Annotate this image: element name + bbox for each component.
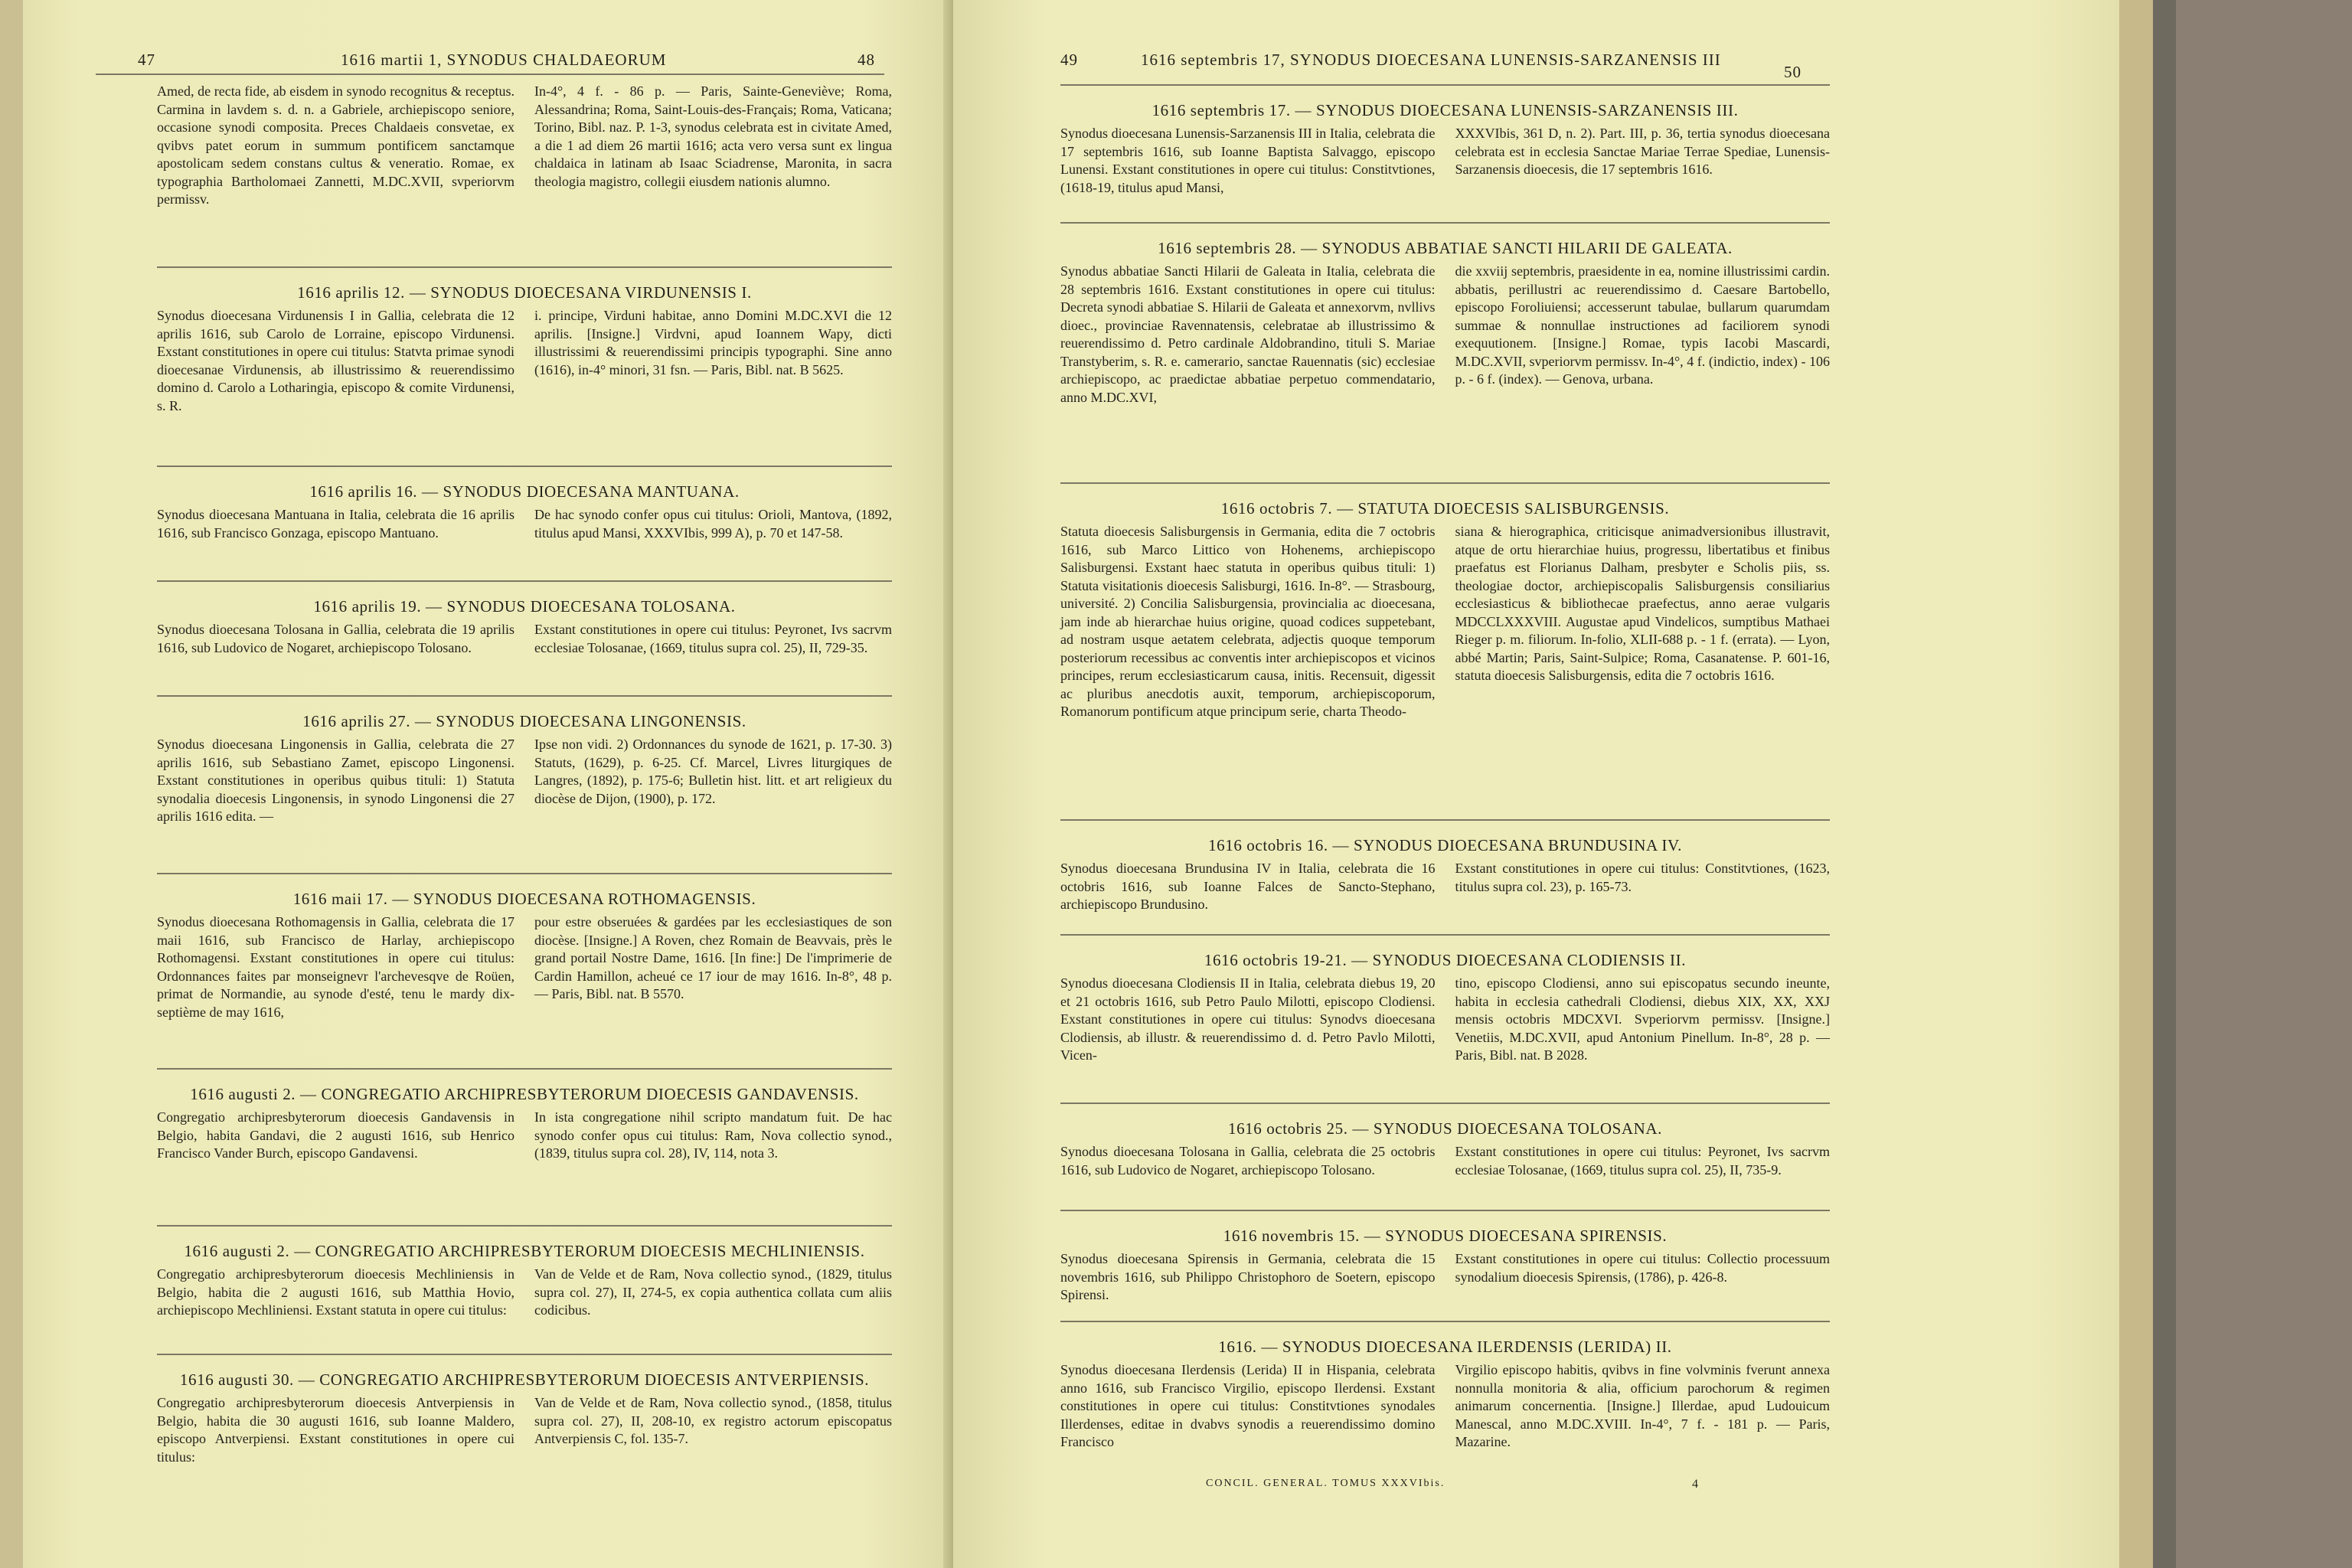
entry bbox=[157, 873, 892, 1021]
entry-col1 bbox=[157, 736, 514, 826]
entry-title: 1616 augusti 2. — CONGREGATIO ARCHIPRESBYTERORUM DIOECESIS GANDAVENSIS. bbox=[190, 1085, 859, 1103]
entry-col2 bbox=[1455, 975, 1831, 1065]
entry-col2 bbox=[1455, 263, 1831, 407]
entry bbox=[157, 266, 892, 415]
entry-title: 1616 novembris 15. — SYNODUS DIOECESANA SPIRENSIS. bbox=[1223, 1227, 1668, 1245]
entry-col1 bbox=[1060, 1143, 1436, 1179]
entry-col1 bbox=[157, 1266, 514, 1320]
entry-text: Congregatio archipresbyterorum dioecesis Antverpiensis in Belgio, habita die 30 augusti 1616, sub Ioanne Maldero, episcopo Antverpiensi. Exstant constitutiones in opere cui titulus: bbox=[157, 1395, 514, 1465]
entry bbox=[1060, 1210, 1830, 1305]
running-title-right: 1616 septembris 17, SYNODUS DIOECESANA LUNENSIS-SARZANENSIS III bbox=[1141, 51, 1721, 69]
entry-text: Synodus dioecesana Lunensis-Sarzanensis III in Italia, celebrata die 17 septembris 1616, sub Ioanne Baptista Salvaggo, episcopo Lunensi. Exstant constitutiones in opere cui titulus: Constitvtiones, (1618-19, titulus apud Mansi, bbox=[1060, 126, 1436, 195]
entry-columns bbox=[157, 736, 892, 826]
footer-sheet-number: 4 bbox=[1692, 1478, 1700, 1491]
entry-col2 bbox=[1455, 1361, 1831, 1452]
entry-columns bbox=[157, 83, 892, 209]
entry-rule bbox=[157, 1354, 892, 1355]
entry-col2 bbox=[1455, 125, 1831, 197]
entry-rule bbox=[157, 1068, 892, 1070]
entry bbox=[1060, 934, 1830, 1065]
entry-text: Synodus dioecesana Clodiensis II in Italia, celebrata diebus 19, 20 et 21 octobris 1616, sub Petro Paulo Milotti, episcopo Clodiensi. Exstant constitutiones in opere cui titulus: Synodvs dioecesana Clodiensis, ab illustr. & reuerendissimo d. d. Petro Pavlo Milotti, Vicen- bbox=[1060, 975, 1436, 1063]
entry-title: 1616 aprilis 16. — SYNODUS DIOECESANA MANTUANA. bbox=[309, 482, 740, 501]
entry-columns bbox=[1060, 1361, 1830, 1452]
page-number-49: 49 bbox=[1060, 51, 1078, 69]
entry-text: Congregatio archipresbyterorum dioecesis Gandavensis in Belgio, habita Gandavi, die 2 augusti 1616, sub Henrico Francisco Vander Burch, episcopo Gandavensi. bbox=[157, 1109, 514, 1161]
entry-text: In-4°, 4 f. - 86 p. — Paris, Sainte-Geneviève; Roma, Alessandrina; Roma, Saint-Louis-des-Français; Roma, Vaticana; Torino, Bibl. naz. P. 1-3, synodus celebrata est in civitate Amed, a die 1 ad diem 26 martii 1616; acta vero versa sunt ex lingua chaldaica in latinam ab Isaac Sciadrense, Maronita, in sacra theologia magistro, collegii eiusdem nationis alumno. bbox=[534, 83, 892, 189]
entry-col1 bbox=[1060, 263, 1436, 407]
entry-text: Virgilio episcopo habitis, qvibvs in fine volvminis fverunt annexa nonnulla monitoria & alia, officium parochorum & regimen animarum concernentia. [Insigne.] Illerdae, apud Ludouicum Manescal, anno M.DC.XVIII. In-4°, 7 f. - 181 p. — Paris, Mazarine. bbox=[1455, 1362, 1830, 1449]
entry-text: De hac synodo confer opus cui titulus: Orioli, Mantova, (1892, titulus apud Mansi, XXXVIbis, 999 A), p. 70 et 147-58. bbox=[534, 507, 892, 541]
entry-col1 bbox=[157, 621, 514, 657]
entry-rule bbox=[157, 580, 892, 582]
right-page bbox=[953, 0, 2119, 1568]
entry-col1 bbox=[1060, 975, 1436, 1065]
entry-rule bbox=[1060, 1102, 1830, 1104]
entry-columns bbox=[157, 1109, 892, 1163]
entry-text: Synodus dioecesana Ilerdensis (Lerida) II in Hispania, celebrata anno 1616, sub Francisco Virgilio, episcopo Ilerdensi. Exstant constitutiones in opere cui titulus: Constitvtiones synodales Illerdenses, editae in dvabvs synodis a reuerendissimo domino Francisco bbox=[1060, 1362, 1436, 1449]
entry-col2 bbox=[534, 736, 892, 826]
entry-text: Synodus abbatiae Sancti Hilarii de Galeata in Italia, celebrata die 28 septembris 1616. Exstant constitutiones in opere cui titulus: Decreta synodi abbatiae S. Hilarii de Galeata et annexorvm, nvllivs dioec., provinciae Ravennatensis, celebratae ab illustrissimo & reuerendissimo d. Petro cardinale Aldobrandino, tituli S. Mariae Transtyberim, s. R. e. camerario, sanctae Rauennatis (sic) ecclesiae archiepiscopo, ac praedictae abbatiae perpetuo commendatario, anno M.DC.XVI, bbox=[1060, 263, 1436, 405]
entry-columns bbox=[1060, 523, 1830, 721]
entry-col2 bbox=[534, 1109, 892, 1163]
entry-col2 bbox=[534, 307, 892, 415]
entry-text: Amed, de recta fide, ab eisdem in synodo recognitus & receptus. Carmina in lavdem s. d. n. a Gabriele, archiepiscopo seniore, occasione synodi composita. Preces Chaldaeis consvetae, ex qvibvs patet eorum in summum pontificem sanctamque apostolicam sedem constans cultus & veneratio. Romae, ex typographia Bartholomaei Zannetti, M.DC.XVII, svperiorvm permissv. bbox=[157, 83, 514, 207]
entry-col1 bbox=[157, 307, 514, 415]
entry-title: 1616 octobris 19-21. — SYNODUS DIOECESANA CLODIENSIS II. bbox=[1204, 951, 1687, 969]
entry-col2 bbox=[534, 83, 892, 209]
entry-text: Exstant constitutiones in opere cui titulus: Peyronet, Ivs sacrvm ecclesiae Tolosanae, (1669, titulus supra col. 25), II, 729-35. bbox=[534, 622, 892, 655]
entry bbox=[157, 695, 892, 826]
page-number-47: 47 bbox=[138, 51, 155, 69]
entry-col2 bbox=[1455, 860, 1831, 914]
entry-col2 bbox=[1455, 1250, 1831, 1305]
entry-rule bbox=[157, 695, 892, 697]
entry-columns bbox=[157, 1394, 892, 1466]
entry-text: Van de Velde et de Ram, Nova collectio synod., (1858, titulus supra col. 27), II, 208-10, ex registro actorum episcopatus Antverpiensis C, fol. 135-7. bbox=[534, 1395, 892, 1446]
entry-text: Exstant constitutiones in opere cui titulus: Collectio processuum synodalium dioecesis Spirensis, (1786), p. 426-8. bbox=[1455, 1251, 1830, 1285]
entry bbox=[1060, 222, 1830, 407]
entry-rule bbox=[157, 873, 892, 874]
entry-text: Ipse non vidi. 2) Ordonnances du synode de 1621, p. 17-30. 3) Statuts, (1629), p. 6-25. Cf. Marcel, Livres liturgiques de Langres, (1892), p. 175-6; Bulletin hist. litt. et art religieux du diocèse de Dijon, (1900), p. 172. bbox=[534, 737, 892, 806]
entry-text: Congregatio archipresbyterorum dioecesis Mechliniensis in Belgio, habita die 2 augusti 1616, sub Matthia Hovio, archiepiscopo Mechliniensi. Exstant statuta in opere cui titulus: bbox=[157, 1266, 514, 1318]
entry-title: 1616 octobris 7. — STATUTA DIOECESIS SALISBURGENSIS. bbox=[1220, 499, 1670, 518]
entry-columns bbox=[1060, 1250, 1830, 1305]
entry-rule bbox=[1060, 934, 1830, 936]
entry-title: 1616 augusti 2. — CONGREGATIO ARCHIPRESBYTERORUM DIOECESIS MECHLINIENSIS. bbox=[184, 1242, 865, 1260]
entry-col1 bbox=[157, 506, 514, 542]
entry-columns bbox=[1060, 860, 1830, 914]
entry-rule bbox=[1060, 1321, 1830, 1322]
entry-text: Synodus dioecesana Rothomagensis in Gallia, celebrata die 17 maii 1616, sub Francisco de Harlay, archiepiscopo Rothomagensi. Exstant constitutiones in opere cui titulus: Ordonnances faites par monseignevr l'archevesqve de Roüen, primat de Normandie, au synode d'esté, tenu le mardy dix-septième de may 1616, bbox=[157, 914, 514, 1020]
entry-rule bbox=[157, 1225, 892, 1227]
entry-text: Synodus dioecesana Spirensis in Germania, celebrata die 15 novembris 1616, sub Philippo Christophoro de Soetern, episcopo Spirensi. bbox=[1060, 1251, 1436, 1302]
entry-rule bbox=[1060, 819, 1830, 821]
entry bbox=[157, 466, 892, 542]
entry-col1 bbox=[157, 913, 514, 1021]
entry-columns bbox=[1060, 975, 1830, 1065]
entry-title: 1616 aprilis 12. — SYNODUS DIOECESANA VIRDUNENSIS I. bbox=[297, 283, 752, 302]
entry-columns bbox=[1060, 1143, 1830, 1179]
entry-text: die xxviij septembris, praesidente in ea, nomine illustrissimi cardin. abbatis, perillustri ac reuerendissimo d. Caesare Bartobello, episcopo Foroliuiensi; accesserunt tabulae, bullarum quarumdam summae & nonnullae instructiones ad faciliorem synodi exequutionem. [Insigne.] Romae, typis Iacobi Mascardi, M.DC.XVII, svperiorvm permissv. In-4°, 4 f. (indictio, index) - 106 p. - 6 f. (index). — Genova, urbana. bbox=[1455, 263, 1830, 387]
entry-title: 1616 aprilis 19. — SYNODUS DIOECESANA TOLOSANA. bbox=[313, 597, 736, 616]
entry-col2 bbox=[534, 621, 892, 657]
entry-columns bbox=[157, 506, 892, 542]
page-number-50: 50 bbox=[1784, 63, 1802, 81]
entry-col1 bbox=[157, 1109, 514, 1163]
entry-text: Van de Velde et de Ram, Nova collectio synod., (1829, titulus supra col. 27), II, 274-5, ex copia authentica collata cum aliis codicibus. bbox=[534, 1266, 892, 1318]
entry-title: 1616 octobris 25. — SYNODUS DIOECESANA TOLOSANA. bbox=[1227, 1119, 1663, 1138]
entry bbox=[157, 1068, 892, 1163]
entry-title: 1616 octobris 16. — SYNODUS DIOECESANA BRUNDUSINA IV. bbox=[1208, 836, 1682, 854]
entry-title: 1616 maii 17. — SYNODUS DIOECESANA ROTHOMAGENSIS. bbox=[292, 890, 756, 908]
entry-title: 1616 septembris 17. — SYNODUS DIOECESANA LUNENSIS-SARZANENSIS III. bbox=[1152, 101, 1739, 119]
entry-rule bbox=[1060, 222, 1830, 224]
entry-text: In ista congregatione nihil scripto mandatum fuit. De hac synodo confer opus cui titulus: Ram, Nova collectio synod., (1839, titulus supra col. 28), IV, 114, nota 3. bbox=[534, 1109, 892, 1161]
entry-text: XXXVIbis, 361 D, n. 2). Part. III, p. 36, tertia synodus dioecesana celebrata est in ecclesia Sanctae Mariae Terrae Spediae, Lunensis-Sarzanensis dioecesis, die 17 septembris 1616. bbox=[1455, 126, 1830, 177]
entry-rule bbox=[157, 266, 892, 268]
entry-col2 bbox=[1455, 523, 1831, 721]
header-rule bbox=[96, 74, 884, 75]
entry-col1 bbox=[157, 83, 514, 209]
entry-text: Synodus dioecesana Mantuana in Italia, celebrata die 16 aprilis 1616, sub Francisco Gonzaga, episcopo Mantuano. bbox=[157, 507, 514, 541]
entry bbox=[157, 580, 892, 657]
entry-columns bbox=[1060, 263, 1830, 407]
entry-columns bbox=[157, 913, 892, 1021]
entry-text: Synodus dioecesana Lingonensis in Gallia, celebrata die 27 aprilis 1616, sub Sebastiano Zamet, episcopo Lingonensi. Exstant constitutiones in operibus quibus tituli: 1) Statuta synodalia dioecesis Lingonensis, in synodo Lingonensi die 27 aprilis 1616 edita. — bbox=[157, 737, 514, 824]
entry-col2 bbox=[534, 1394, 892, 1466]
left-page bbox=[23, 0, 953, 1568]
entry-text: Statuta dioecesis Salisburgensis in Germania, edita die 7 octobris 1616, sub Marco Littico von Hohenems, archiepiscopo Salisburgensi. Exstant haec statuta in operibus quibus tituli: 1) Statuta visitationis dioecesis Salisburgi, 1616. In-8°. — Strasbourg, université. 2) Concilia Salisburgensia, provincialia ac dioecesana, jam inde ab hierarchae huius origine, quoad codices suppetebant, ad nostram usque aetatem celebrata, adjectis quoque temporum posteriorum recessibus ac conventis inter archiepiscopos et vicinos principes, rerum ecclesiasticarum causa, initis. Recensuit, digessit ac pluribus anecdotis auxit, temporum, archiepiscoporum, Romanorum pontificum atque principum serie, charta Theodo- bbox=[1060, 524, 1436, 719]
entry-text: siana & hierographica, criticisque animadversionibus illustravit, atque de ortu hierarchiae huius, progressu, libertatibus et finibus praefatus est Florianus Dalham, presbyter e Scholis piis, ss. theologiae doctor, archiepiscopalis Salisburgensis consiliarius ecclesiasticus & bibliothecae praefectus, anno aerae vulgaris MDCCLXXXVIII. Augustae apud Vindelicos, sumptibus Mathaei Rieger p. m. filiorum. In-folio, XLII-688 p. - 1 f. (errata). — Lyon, abbé Martin; Paris, Saint-Sulpice; Roma, Casanatense. P. 601-16, statuta dioecesis Salisburgensis, edita die 7 octobris 1616. bbox=[1455, 524, 1830, 683]
entry-rule bbox=[1060, 482, 1830, 484]
entry bbox=[157, 1225, 892, 1320]
entry-text: Exstant constitutiones in opere cui titulus: Constitvtiones, (1623, titulus supra col. 23), p. 165-73. bbox=[1455, 861, 1830, 894]
entry-title: 1616. — SYNODUS DIOECESANA ILERDENSIS (LERIDA) II. bbox=[1218, 1338, 1672, 1356]
entry-text: pour estre obseruées & gardées par les ecclesiastiques de son diocèse. [Insigne.] A Roven, chez Romain de Beavvais, près le grand portail Nostre Dame, 1616. [In fine:] De l'imprimerie de Cardin Hamillon, acheué ce 17 iour de may 1616. In-8°, 48 p. — Paris, Bibl. nat. B 5570. bbox=[534, 914, 892, 1001]
page-number-48: 48 bbox=[858, 51, 875, 69]
entry-columns bbox=[1060, 125, 1830, 197]
book-cover-edge bbox=[2119, 0, 2153, 1568]
entry bbox=[1060, 819, 1830, 914]
entry-text: Synodus dioecesana Tolosana in Gallia, celebrata die 25 octobris 1616, sub Ludovico de Nogaret, archiepiscopo Tolosano. bbox=[1060, 1144, 1436, 1178]
entry-title: 1616 augusti 30. — CONGREGATIO ARCHIPRESBYTERORUM DIOECESIS ANTVERPIENSIS. bbox=[179, 1370, 870, 1389]
entry-text: i. principe, Virduni habitae, anno Domini M.DC.XVI die 12 aprilis. [Insigne.] Virdvni, apud Ioannem Wapy, dicti illustrissimi & reuerendissimi principis typographi. Sine anno (1616), in-4° minori, 31 fsn. — Paris, Bibl. nat. B 5625. bbox=[534, 308, 892, 377]
running-title-left: 1616 martii 1, SYNODUS CHALDAEORUM bbox=[341, 51, 667, 69]
entry bbox=[157, 83, 892, 209]
entry-columns bbox=[157, 621, 892, 657]
entry-title: 1616 septembris 28. — SYNODUS ABBATIAE SANCTI HILARII DE GALEATA. bbox=[1158, 239, 1733, 257]
entry-text: tino, episcopo Clodiensi, anno sui episcopatus secundo ineunte, habita in ecclesia cathedrali Clodiensi, diebus XIX, XX, XXJ mensis octobris MDCXVI. Svperiorvm permissv. [Insigne.] Venetiis, M.DC.XVII, apud Antonium Pinellum. In-8°, 28 p. — Paris, Bibl. nat. B 2028. bbox=[1455, 975, 1830, 1063]
entry-col1 bbox=[1060, 1361, 1436, 1452]
entry-text: Exstant constitutiones in opere cui titulus: Peyronet, Ivs sacrvm ecclesiae Tolosanae, (1669, titulus supra col. 25), II, 735-9. bbox=[1455, 1144, 1830, 1178]
entry-col2 bbox=[1455, 1143, 1831, 1179]
entry-text: Synodus dioecesana Brundusina IV in Italia, celebrata die 16 octobris 1616, sub Ioanne Falces de Sancto-Stephano, archiepiscopo Brundusino. bbox=[1060, 861, 1436, 912]
entry-col2 bbox=[534, 1266, 892, 1320]
entry-col1 bbox=[1060, 523, 1436, 721]
entry-rule bbox=[1060, 1210, 1830, 1211]
entry-col1 bbox=[1060, 1250, 1436, 1305]
entry bbox=[1060, 1102, 1830, 1179]
left-page-edge bbox=[0, 0, 26, 1568]
entry bbox=[157, 1354, 892, 1466]
entry-title: 1616 aprilis 27. — SYNODUS DIOECESANA LINGONENSIS. bbox=[302, 712, 746, 730]
entry bbox=[1060, 84, 1830, 197]
entry-columns bbox=[157, 307, 892, 415]
entry-text: Synodus dioecesana Tolosana in Gallia, celebrata die 19 aprilis 1616, sub Ludovico de Nogaret, archiepiscopo Tolosano. bbox=[157, 622, 514, 655]
entry-text: Synodus dioecesana Virdunensis I in Gallia, celebrata die 12 aprilis 1616, sub Carolo de Lorraine, episcopo Virdunensi. Exstant constitutiones in opere cui titulus: Statvta primae synodi dioecesanae Virdunensis, ab illustrissimo & reuerendissimo domino d. Carolo a Lotharingia, episcopo & comite Virdunensi, s. R. bbox=[157, 308, 514, 413]
entry-rule bbox=[1060, 84, 1830, 86]
entry-col1 bbox=[157, 1394, 514, 1466]
entry-col2 bbox=[534, 913, 892, 1021]
entry bbox=[1060, 482, 1830, 721]
footer-signature: CONCIL. GENERAL. TOMUS XXXVIbis. bbox=[1206, 1478, 1446, 1489]
entry-columns bbox=[157, 1266, 892, 1320]
entry bbox=[1060, 1321, 1830, 1452]
entry-rule bbox=[157, 466, 892, 467]
entry-col2 bbox=[534, 506, 892, 542]
entry-col1 bbox=[1060, 125, 1436, 197]
cardboard-backdrop bbox=[2176, 0, 2352, 1568]
entry-col1 bbox=[1060, 860, 1436, 914]
